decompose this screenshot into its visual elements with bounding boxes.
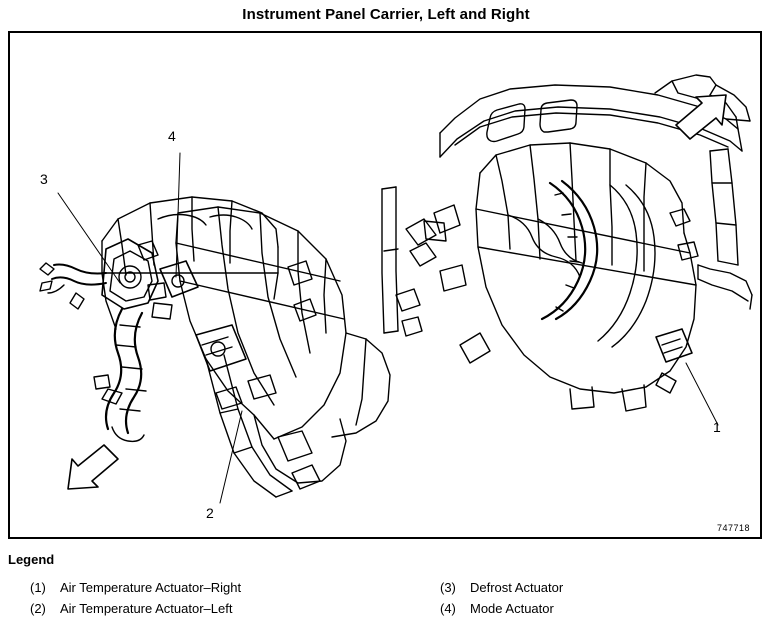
legend-item-label: Mode Actuator — [470, 601, 554, 616]
callout-4: 4 — [168, 128, 176, 144]
legend-column-left — [30, 580, 241, 622]
callout-3: 3 — [40, 171, 48, 187]
legend-item-label: Air Temperature Actuator–Right — [60, 580, 242, 595]
figure-frame — [8, 31, 762, 539]
legend-item — [30, 601, 241, 616]
instrument-panel-carrier-illustration — [10, 33, 760, 537]
legend-item-number: (3) — [440, 580, 456, 595]
legend-item-number: (2) — [30, 601, 46, 616]
legend-item — [30, 580, 241, 595]
callout-2: 2 — [206, 505, 214, 521]
callout-1: 1 — [713, 419, 721, 435]
legend-item-number: (1) — [30, 580, 46, 595]
legend-item — [440, 580, 563, 595]
page-title: Instrument Panel Carrier, Left and Right — [242, 6, 530, 23]
legend-item — [440, 601, 563, 616]
legend-item-number: (4) — [440, 601, 456, 616]
legend-heading: Legend — [8, 552, 55, 567]
legend-item-label: Air Temperature Actuator–Left — [60, 601, 233, 616]
legend-column-right — [440, 580, 563, 622]
legend-item-label: Defrost Actuator — [470, 580, 564, 595]
figure-code: 747718 — [716, 523, 750, 533]
